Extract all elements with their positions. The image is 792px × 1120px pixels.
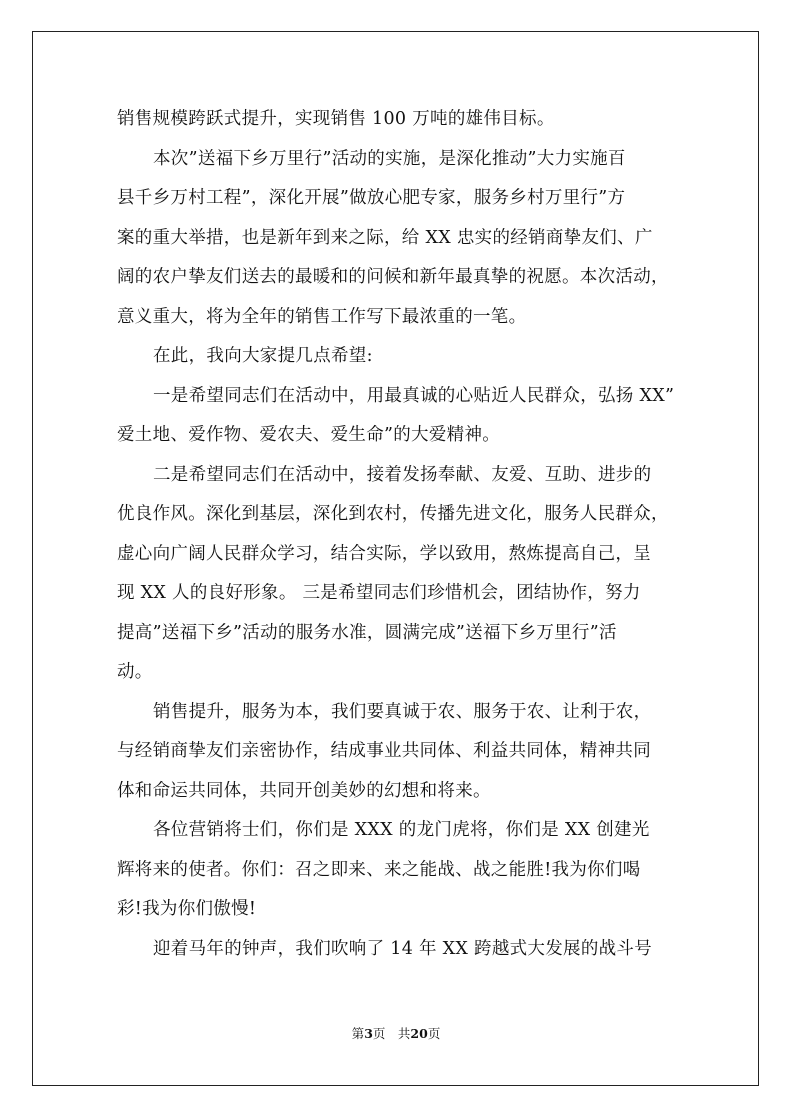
text-line: 县千乡万村工程”，深化开展”做放心肥专家，服务乡村万里行”方	[117, 188, 626, 208]
text-line: 阔的农户挚友们送去的最暖和的问候和新年最真挚的祝愿。本次活动，	[117, 267, 669, 287]
text-line: 虚心向广阔人民群众学习，结合实际，学以致用，熬炼提高自己，呈	[117, 543, 651, 564]
text-line: 案的重大举措，也是新年到来之际，给 XX 忠实的经销商挚友们、广	[117, 227, 653, 248]
current-page-number: 3	[364, 1026, 373, 1041]
text-line: 与经销商挚友们亲密协作，结成事业共同体、利益共同体，精神共同	[117, 741, 651, 761]
text-line: 辉将来的使者。你们：召之即来、来之能战、战之能胜!我为你们喝	[117, 859, 641, 880]
text-line: 爱土地、爱作物、爱农夫、爱生命”的大爱精神。	[117, 425, 501, 445]
text-line: 一是希望同志们在活动中，用最真诚的心贴近人民群众，弘扬 XX”	[153, 385, 675, 406]
text-line: 在此，我向大家提几点希望:	[153, 346, 373, 366]
text-line: 动。	[117, 662, 153, 682]
text-line: 迎着马年的钟声，我们吹响了 14 年 XX 跨越式大发展的战斗号	[153, 938, 653, 959]
footer-prefix: 第	[351, 1026, 365, 1041]
text-line: 体和命运共同体，共同开创美妙的幻想和将来。	[117, 780, 491, 801]
document-body	[117, 100, 677, 969]
text-line: 二是希望同志们在活动中，接着发扬奉献、友爱、互助、进步的	[153, 464, 652, 485]
text-line: 彩!我为你们傲慢!	[117, 899, 257, 919]
text-line: 意义重大，将为全年的销售工作写下最浓重的一笔。	[117, 306, 527, 327]
total-pages-number: 20	[410, 1026, 428, 1041]
footer-suffix: 页	[427, 1026, 441, 1041]
text-line: 各位营销将士们，你们是 XXX 的龙门虎将，你们是 XX 创建光	[153, 820, 650, 840]
footer-middle: 页 共	[372, 1026, 411, 1041]
page-footer	[0, 1024, 792, 1042]
text-line: 销售规模跨跃式提升，实现销售 100 万吨的雄伟目标。	[117, 109, 555, 129]
text-line: 现 XX 人的良好形象。 三是希望同志们珍惜机会，团结协作，努力	[117, 583, 641, 603]
text-line: 提高”送福下乡”活动的服务水准，圆满完成”送福下乡万里行”活	[117, 622, 617, 643]
text-line: 优良作风。深化到基层，深化到农村，传播先进文化，服务人民群众，	[117, 504, 669, 524]
text-line: 本次”送福下乡万里行”活动的实施，是深化推动”大力实施百	[153, 148, 626, 169]
text-line: 销售提升，服务为本，我们要真诚于农、服务于农、让利于农，	[153, 701, 652, 722]
